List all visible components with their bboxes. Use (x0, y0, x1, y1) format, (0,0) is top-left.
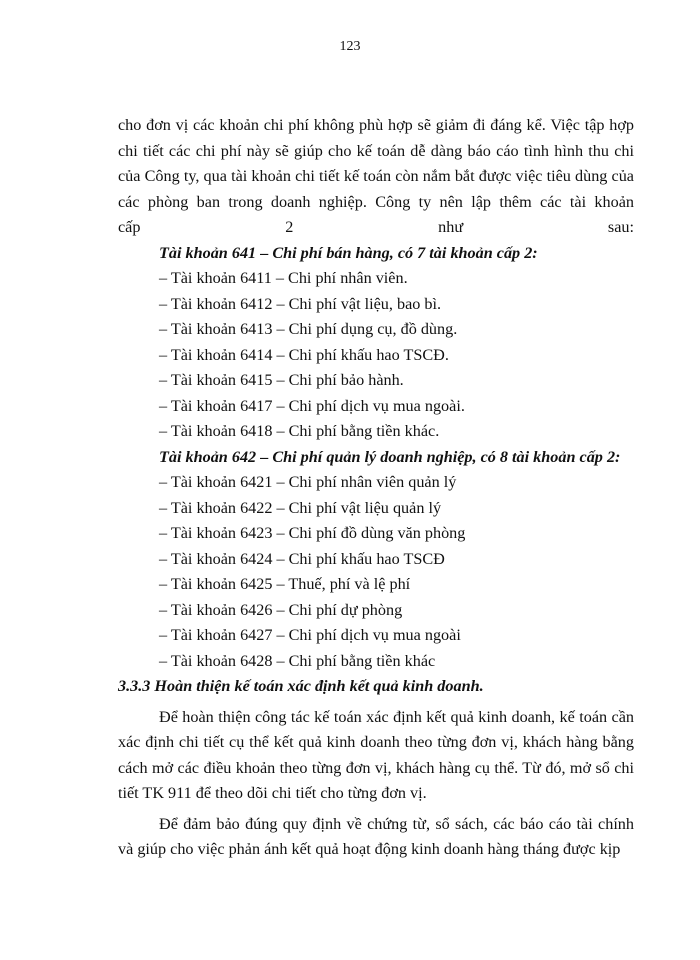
paragraph-2: Để hoàn thiện công tác kế toán xác định kết quả kinh doanh, kế toán cần xác định chi tiết cụ thể kết quả kinh doanh theo từng đơn vị, khách hàng bằng cách mở các điều khoản theo từng đơn vị, khách hàng cụ thể. Từ đó, mở sổ chi tiết TK 911 để theo dõi chi tiết cho từng đơn vị. (118, 707, 634, 802)
intro-paragraph-end: cấp 2 như sau: (118, 218, 634, 236)
page-number: 123 (339, 39, 361, 54)
account-642-heading: Tài khoản 642 – Chi phí quản lý doanh nghiệp, có 8 tài khoản cấp 2: (159, 447, 621, 466)
list-item: – Tài khoản 6427 – Chi phí dịch vụ mua ngoài (159, 626, 461, 644)
list-item: – Tài khoản 6426 – Chi phí dự phòng (159, 600, 403, 619)
list-item: – Tài khoản 6413 – Chi phí dụng cụ, đồ dùng. (159, 320, 458, 338)
list-item: – Tài khoản 6423 – Chi phí đồ dùng văn phòng (159, 524, 466, 542)
list-item: – Tài khoản 6412 – Chi phí vật liệu, bao bì. (159, 294, 442, 313)
list-item: – Tài khoản 6424 – Chi phí khấu hao TSCĐ (159, 549, 445, 568)
intro-paragraph (118, 113, 634, 241)
body-text (118, 113, 634, 863)
list-item: – Tài khoản 6421 – Chi phí nhân viên quản lý (159, 473, 457, 491)
list-item: – Tài khoản 6425 – Thuế, phí và lệ phí (159, 575, 411, 593)
section-title: 3.3.3 Hoàn thiện kế toán xác định kết quả kinh doanh. (118, 677, 484, 695)
list-item: – Tài khoản 6428 – Chi phí bằng tiền khác (159, 651, 436, 670)
intro-paragraph-text: cho đơn vị các khoản chi phí không phù hợp sẽ giảm đi đáng kể. Việc tập hợp chi tiết các chi phí này sẽ giúp cho kế toán dễ dàng báo cáo tình hình thu chi của Công ty, qua tài khoản chi tiết kế toán còn nắm bắt được việc tiêu dùng của các phòng ban trong doanh nghiệp. Công ty nên lập thêm các tài khoản (118, 116, 634, 211)
list-item: – Tài khoản 6418 – Chi phí bằng tiền khác. (159, 422, 440, 440)
list-item: – Tài khoản 6417 – Chi phí dịch vụ mua ngoài. (159, 396, 465, 415)
list-item: – Tài khoản 6422 – Chi phí vật liệu quản lý (159, 498, 442, 517)
list-item: – Tài khoản 6411 – Chi phí nhân viên. (159, 269, 408, 287)
account-642-list (118, 470, 634, 674)
paragraph-3: Để đảm bảo đúng quy định về chứng từ, sổ sách, các báo cáo tài chính và giúp cho việc phản ánh kết quả hoạt động kinh doanh hàng tháng được kịp (118, 814, 634, 858)
account-641-list (118, 266, 634, 445)
list-item: – Tài khoản 6414 – Chi phí khấu hao TSCĐ. (159, 345, 449, 364)
list-item: – Tài khoản 6415 – Chi phí bảo hành. (159, 371, 404, 389)
account-641-heading: Tài khoản 641 – Chi phí bán hàng, có 7 tài khoản cấp 2: (159, 243, 538, 262)
